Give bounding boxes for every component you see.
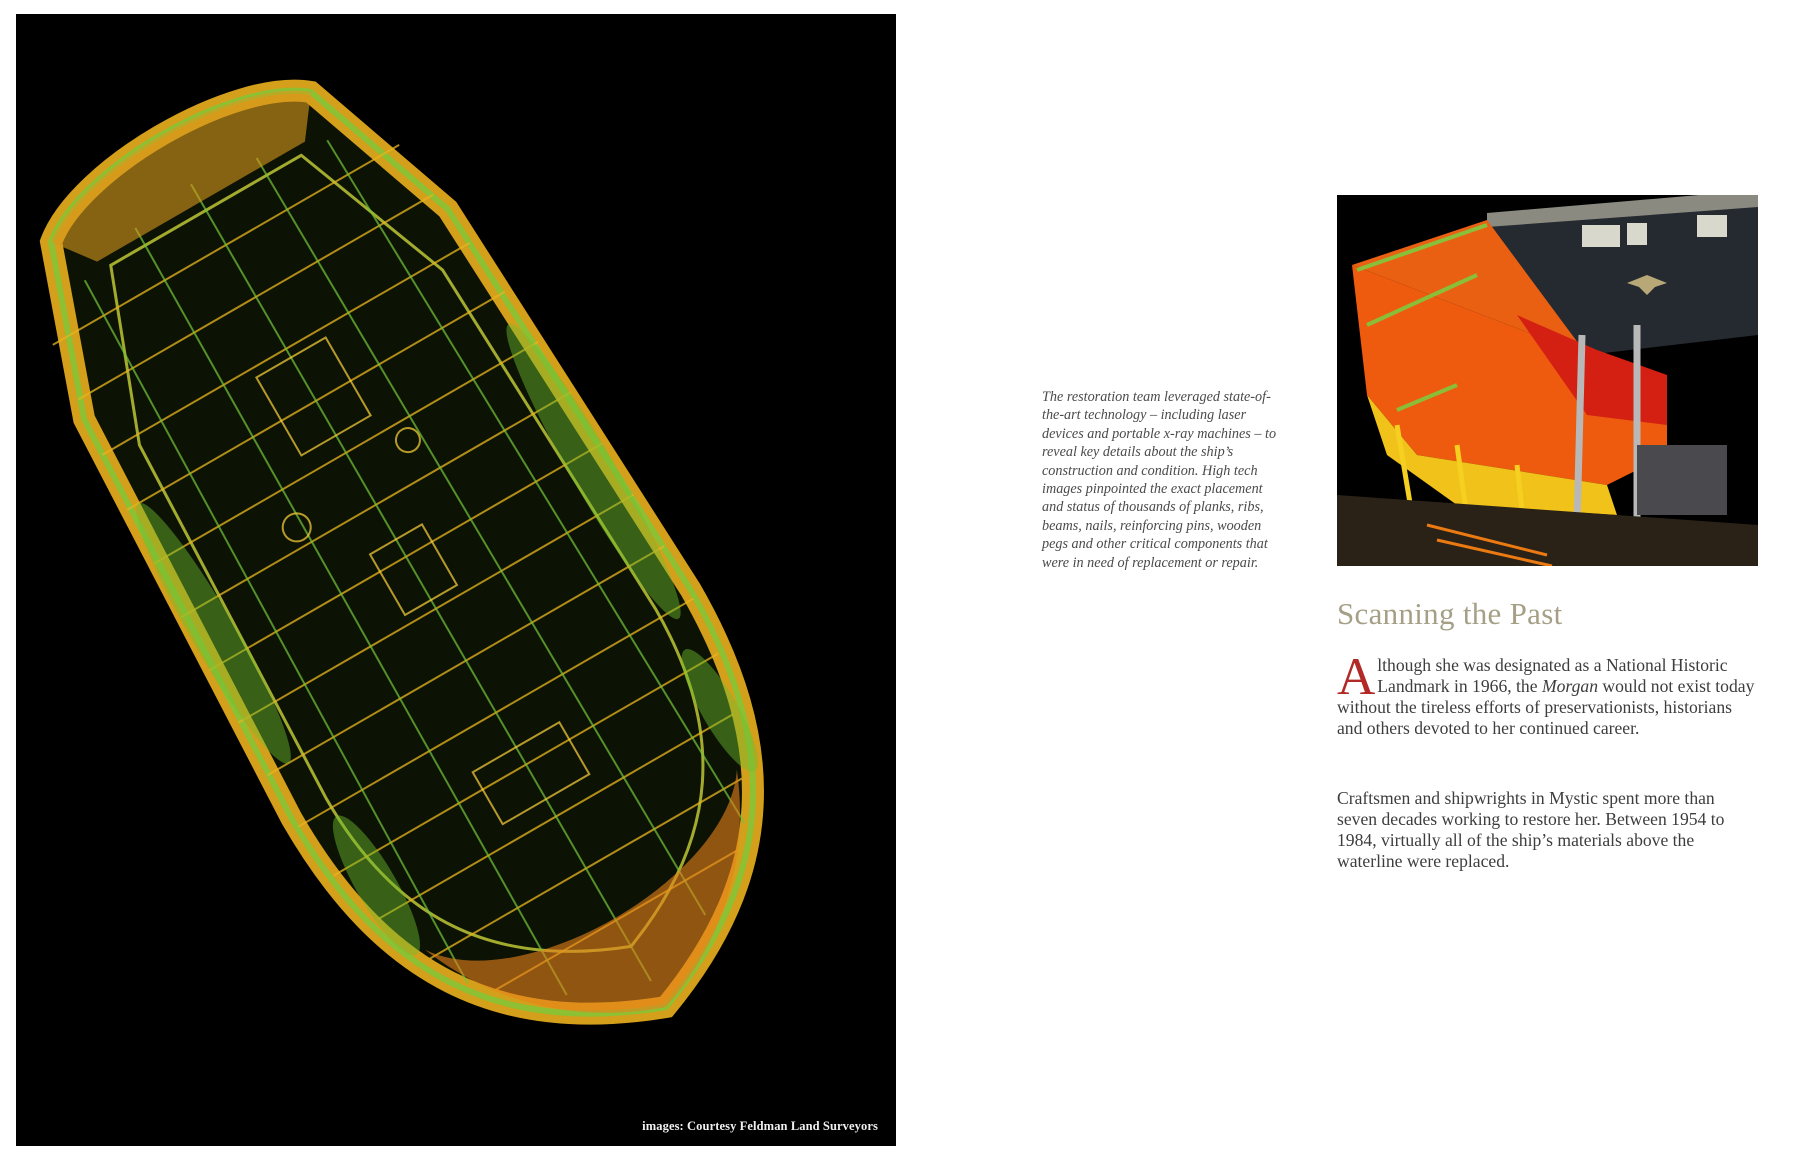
paragraph-1-part1: lthough she was designated as a National Historic Landmark in 1966, the [1377,655,1728,696]
image-caption: The restoration team leveraged state-of-the-art technology – including laser devices and portable x-ray machines – to reveal key details about the ship’s construction and condition. High tech images pinpointed the exact placement and status of thousands of planks, ribs, beams, nails, reinforcing pins, wooden pegs and other critical components that were in need of replacement or repair. [1042,389,1277,571]
hull-scan-image [1337,195,1758,566]
ship-name-italic: Morgan [1541,676,1598,696]
paragraph-2: Craftsmen and shipwrights in Mystic spent more than seven decades working to restore her. Between 1954 to 1984, virtually all of the ship’s materials above the waterline were replaced. [1337,788,1725,871]
ship-point-cloud-graphic [16,14,896,1146]
ship-scan-image [16,14,896,1146]
image-credit: images: Courtesy Feldman Land Surveyors [642,1119,878,1133]
paragraph-1-part2: would not exist today without the tireless efforts of preservationists, historians and others devoted to her continued career. [1337,676,1755,738]
paragraph-1 [1337,648,1757,739]
ship-hull-scan-graphic [1337,195,1758,566]
section-title: Scanning the Past [1337,596,1563,631]
drop-cap: A [1337,648,1376,706]
